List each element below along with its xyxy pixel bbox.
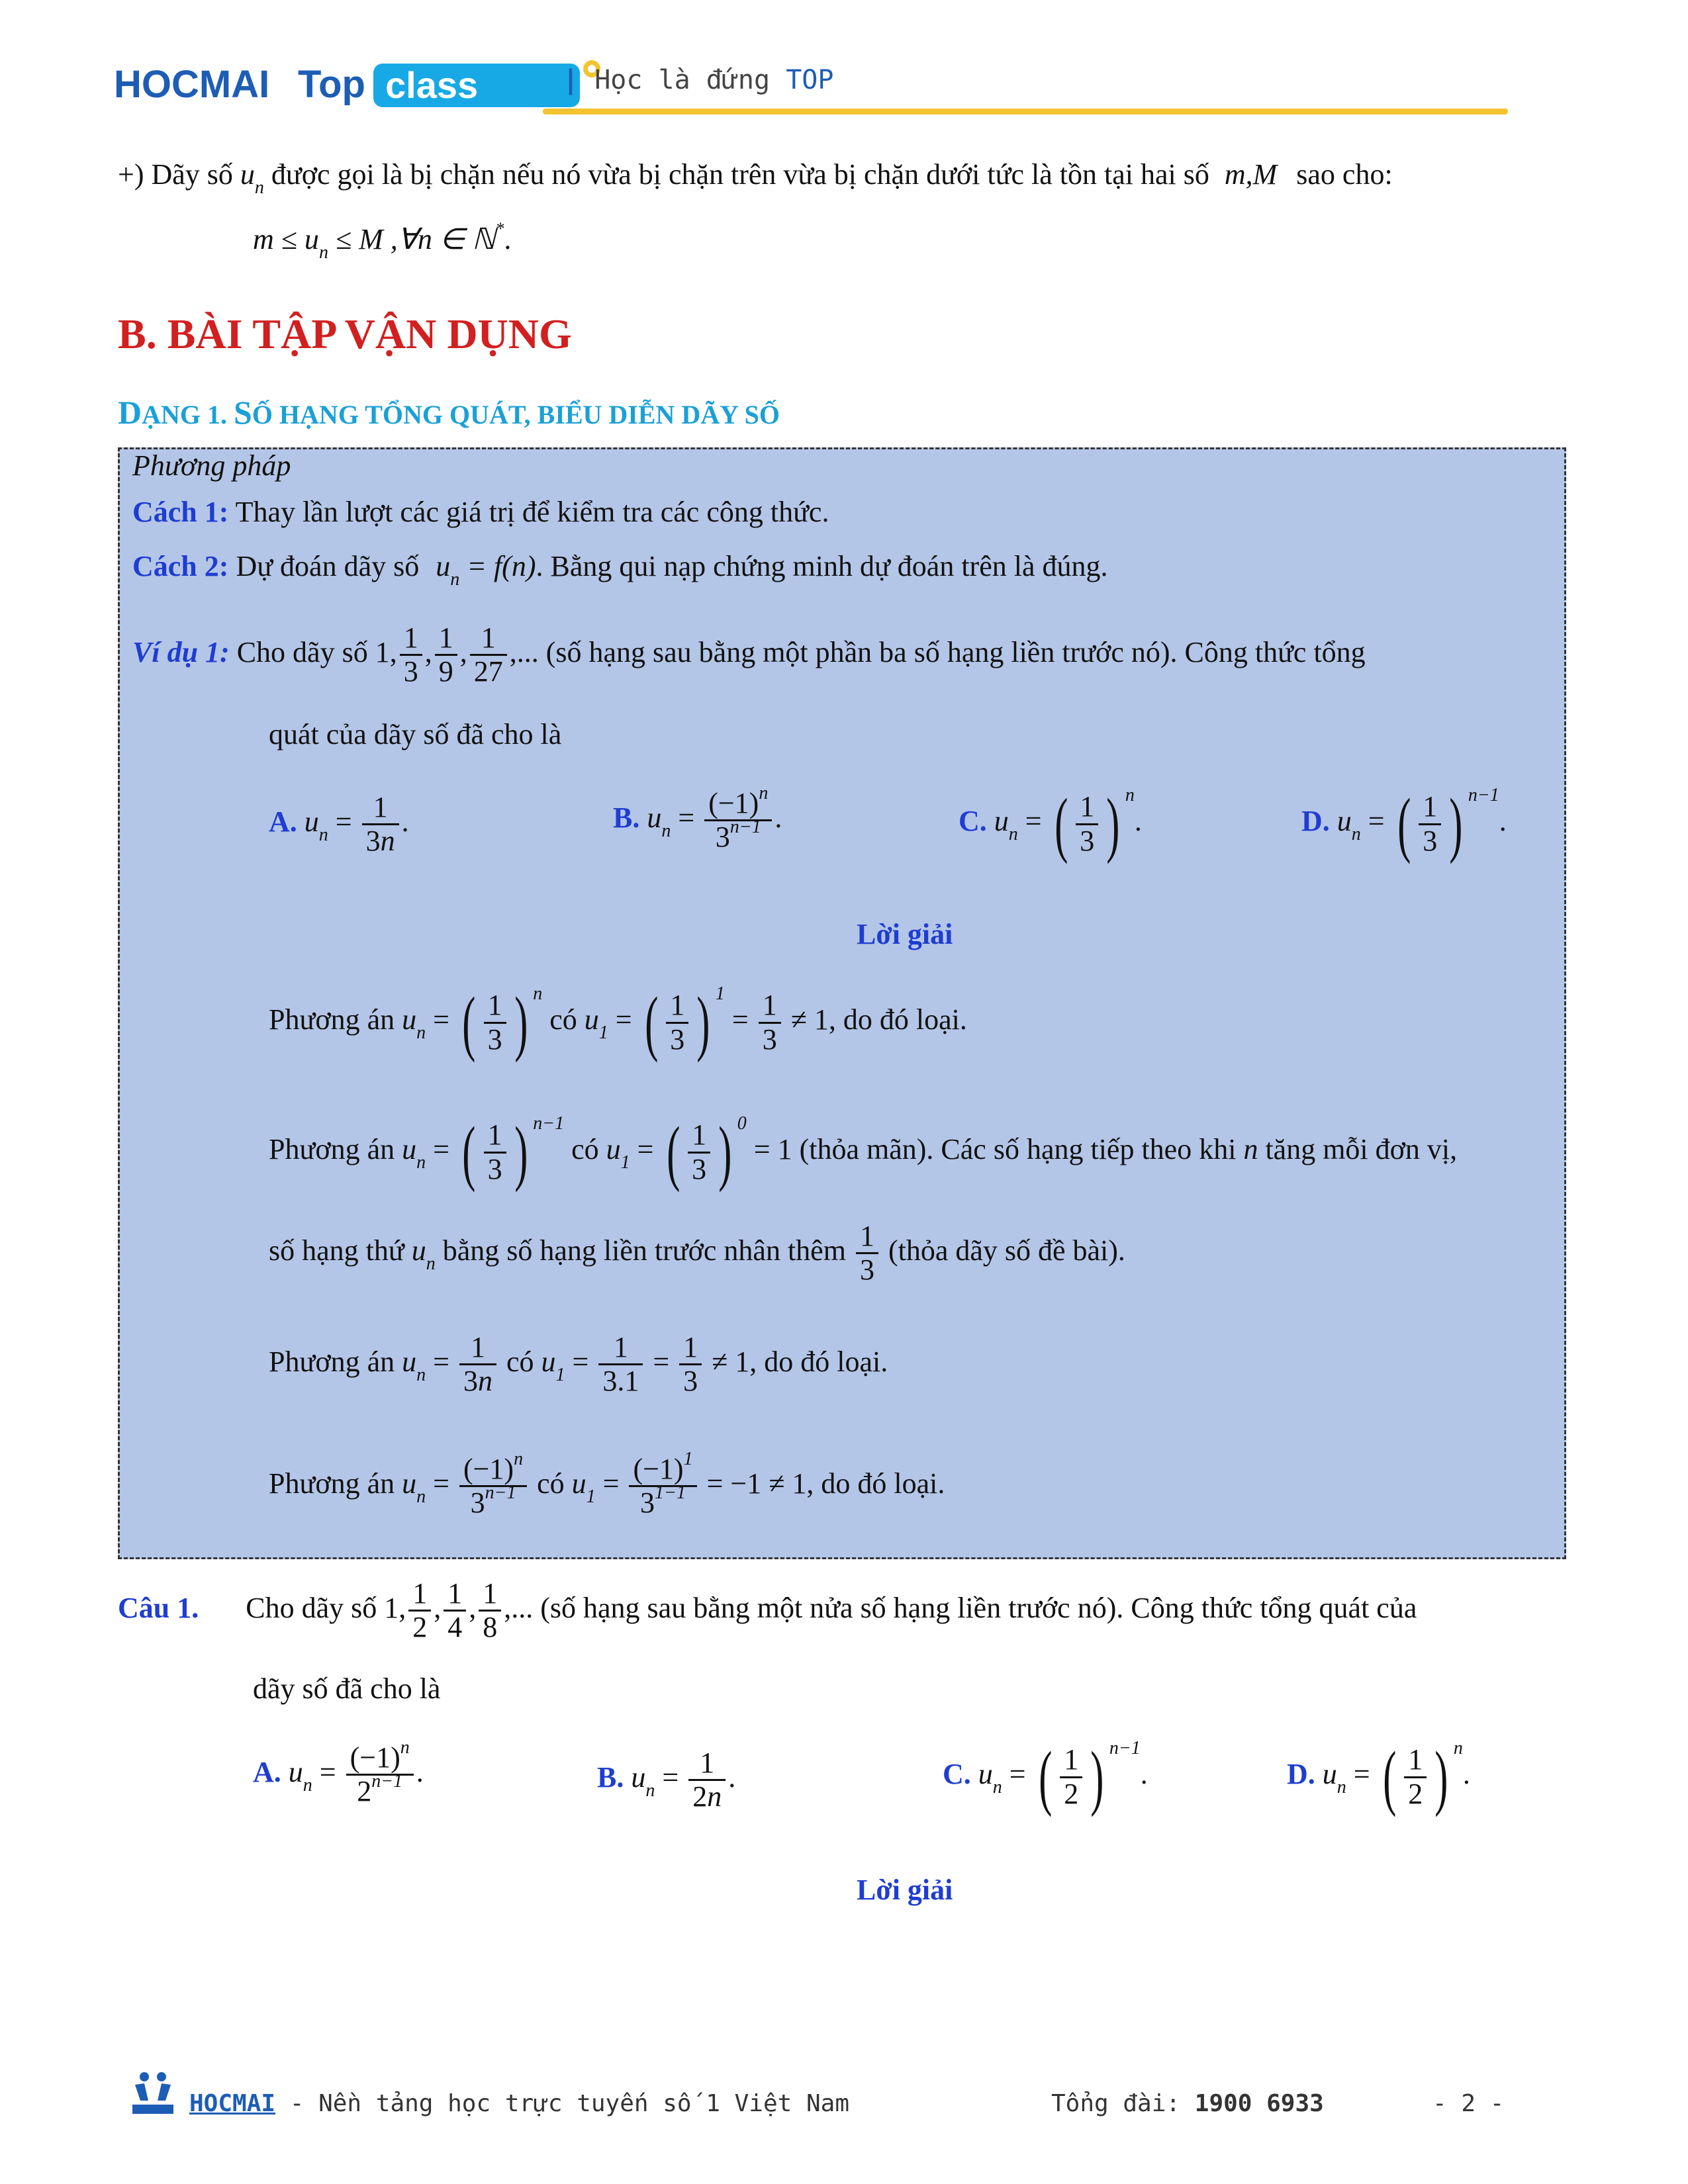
question-1-statement: Câu 1. Cho dãy số 1, $\frac{1}{2}$ , $\frac{1}{4}$ , $\frac{1}{8}$ ,... (số hạng sau bằng một nửa số hạng liền trước nó). Công thức tổng quát của (118, 1577, 1417, 1644)
question-1-option-c: C. $u_n$ = ( $\frac{1}{2}$ ) n−1. (943, 1737, 1148, 1817)
example-1-line2: quát của dãy số đã cho là (269, 718, 562, 751)
example-solution-heading: Lời giải (857, 918, 953, 950)
solution-line-2: Phương án $u_n$ = ( $\frac{1}{3}$ ) n−1 có $u_1$ = ( $\frac{1}{3}$ ) 0 = 1 (thỏa mãn). Các số hạng tiếp theo khi n tăng mỗi đơn vị, (269, 1112, 1458, 1193)
solution-line-1: Phương án $u_n$ = ( $\frac{1}{3}$ ) n có $u_1$ = ( $\frac{1}{3}$ ) 1 = $\frac{1}{3}$ ≠ 1, do đó loại. (269, 982, 967, 1063)
example-option-d: D. $u_n$ = ( $\frac{1}{3}$ ) n−1. (1301, 784, 1507, 864)
section-b-heading: B. BÀI TẬP VẬN DỤNG (118, 310, 572, 357)
bounded-inequality: $m \le u_n \le M$ ,∀n ∈ ℕ*. (253, 219, 512, 263)
header-tagline: | Học là đứng TOP (563, 65, 834, 95)
example-option-c: C. $u_n$ = ( $\frac{1}{3}$ ) n. (959, 784, 1142, 864)
solution-line-4: Phương án $u_n$ = $\frac{1}{3n}$ có $u_1$ = $\frac{1}{3.1}$ = $\frac{1}{3}$ ≠ 1, do đó loại. (269, 1331, 888, 1398)
question-1-line2: dãy số đã cho là (253, 1672, 441, 1705)
solution-line-3: số hạng thứ $u_n$ bằng số hạng liền trước nhân thêm $\frac{1}{3}$ (thỏa dãy số đề bài). (269, 1220, 1125, 1287)
logo-top-text: Top (298, 63, 365, 106)
footer-slogan: HOCMAI - Nền tảng học trực tuyến số 1 Việt Nam (189, 2090, 849, 2117)
logo-hocmai-text: HOCMAI (114, 63, 270, 106)
question-1-option-d: D. $u_n$ = ( $\frac{1}{2}$ ) n. (1287, 1737, 1470, 1817)
footer-hotline: Tổng đài: 1900 6933 (1051, 2090, 1324, 2117)
example-option-b: B. $u_n$ = $\frac{(-1)n}{3n-1}$ . (613, 783, 782, 854)
solution-line-5: Phương án $u_n$ = $\frac{(-1)n}{3n-1}$ có $u_1$ = $\frac{(-1)1}{31-1}$ = −1 ≠ 1, do đó loại. (269, 1449, 945, 1520)
method-1: Cách 1: Thay lần lượt các giá trị để kiểm tra các công thức. (132, 496, 829, 528)
hocmai-footer-logo-icon (132, 2070, 173, 2116)
method-title: Phương pháp (132, 449, 291, 482)
question-1-option-b: B. $u_n$ = $\frac{1}{2n}$ . (597, 1747, 736, 1813)
footer-brand-link[interactable]: HOCMAI (189, 2090, 276, 2117)
method-2: Cách 2: Dự đoán dãy số $u_n = f(n)$. Bằng qui nạp chứng minh dự đoán trên là đúng. (132, 550, 1108, 590)
question-1-option-a: A. $u_n$ = $\frac{(-1)n}{2n-1}$ . (253, 1737, 424, 1808)
example-option-a: A. $u_n$ = $\frac{1}{3n}$ . (269, 791, 409, 858)
header-rule (543, 109, 1508, 114)
bounded-sequence-definition: +) Dãy số $u_n$ được gọi là bị chặn nếu nó vừa bị chặn trên vừa bị chặn dưới tức là tồn tại hai số m,M sao cho: (118, 158, 1393, 198)
dang1-heading: DẠNG 1. SỐ HẠNG TỔNG QUÁT, BIỂU DIỄN DÃY SỐ (118, 394, 780, 431)
example-1-statement: Ví dụ 1: Cho dãy số 1, $\frac{1}{3}$ , $\frac{1}{9}$ , $\frac{1}{27}$ ,... (số hạng sau bằng một phần ba số hạng liền trước nó). Công thức tổng (132, 621, 1366, 688)
svg-text:class: class (385, 64, 479, 106)
question-1-solution-heading: Lời giải (857, 1874, 953, 1906)
footer-page-number: - 2 - (1432, 2090, 1505, 2117)
